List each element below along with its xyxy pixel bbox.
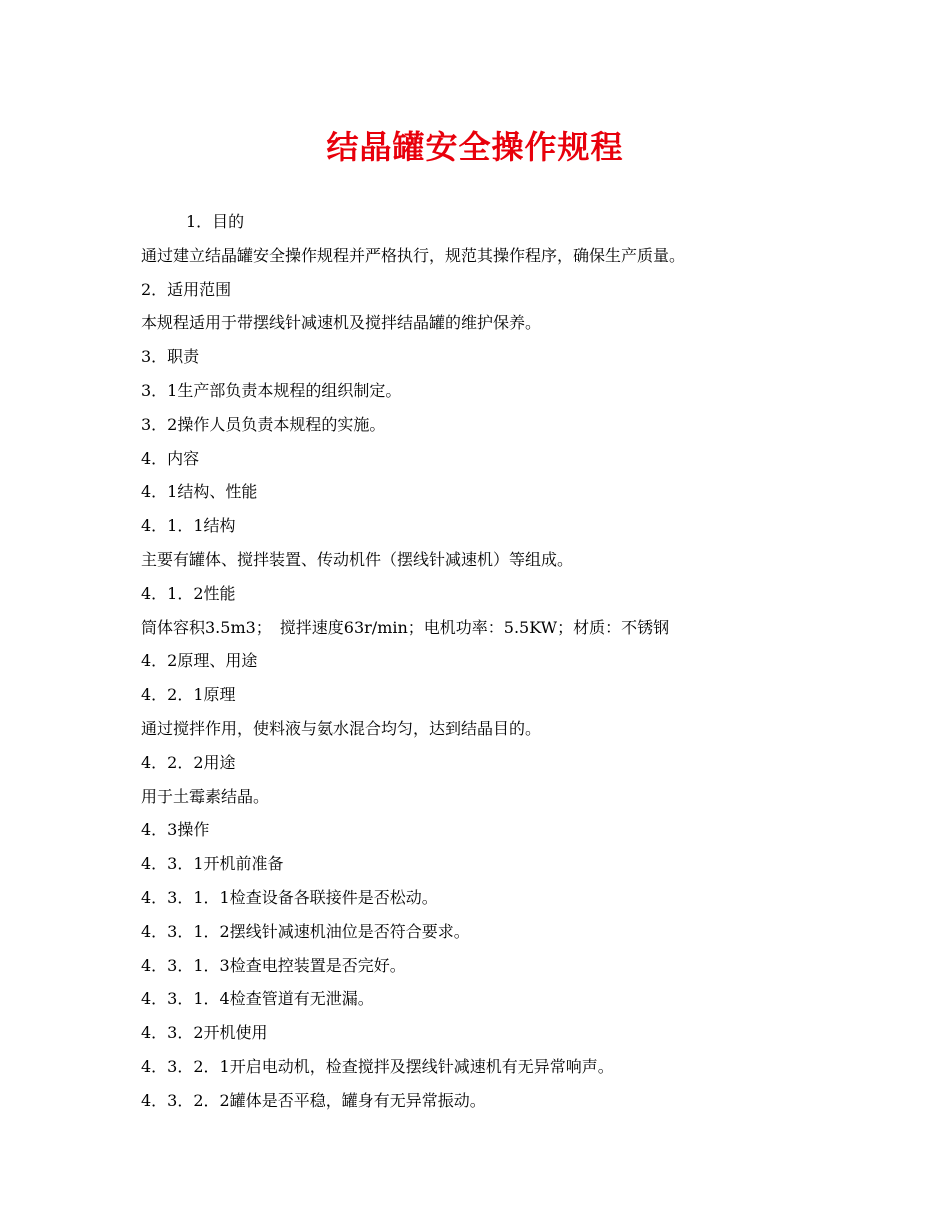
list-item: 4．3．1．2摆线针减速机油位是否符合要求。 (141, 921, 470, 941)
paragraph-line: 3．2操作人员负责本规程的实施。 (141, 414, 386, 434)
subsection-heading: 4．1结构、性能 (141, 482, 258, 502)
subsection-heading: 4．3操作 (141, 820, 210, 840)
list-item: 4．3．2．1开启电动机，检查搅拌及摆线针减速机有无异常响声。 (141, 1056, 614, 1076)
subsection-heading: 4．2．2用途 (141, 752, 236, 772)
section-heading-purpose: 1．目的 (186, 212, 245, 231)
section-heading-responsibility: 3．职责 (141, 347, 200, 367)
document-title: 结晶罐安全操作规程 (326, 128, 624, 166)
paragraph-line: 用于土霉素结晶。 (141, 786, 270, 806)
list-item: 4．3．1．1检查设备各联接件是否松动。 (141, 887, 438, 907)
paragraph-line: 筒体容积3.5m3； 搅拌速度63r/min；电机功率：5.5KW；材质：不锈钢 (141, 617, 670, 637)
paragraph-line: 本规程适用于带摆线针减速机及搅拌结晶罐的维护保养。 (141, 313, 542, 333)
paragraph-line: 通过建立结晶罐安全操作规程并严格执行，规范其操作程序，确保生产质量。 (141, 245, 686, 265)
section-heading-scope: 2．适用范围 (141, 279, 232, 299)
list-item: 4．3．1．4检查管道有无泄漏。 (141, 989, 374, 1009)
subsection-heading: 4．3．1开机前准备 (141, 854, 284, 874)
document-body (141, 205, 821, 1118)
subsection-heading: 4．2原理、用途 (141, 651, 258, 671)
subsection-heading: 4．1．2性能 (141, 583, 236, 603)
subsection-heading: 4．2．1原理 (141, 685, 236, 705)
paragraph-line: 3．1生产部负责本规程的组织制定。 (141, 380, 402, 400)
subsection-heading: 4．3．2开机使用 (141, 1023, 268, 1043)
paragraph-line: 主要有罐体、搅拌装置、传动机件（摆线针减速机）等组成。 (141, 549, 574, 569)
paragraph-line: 通过搅拌作用，使料液与氨水混合均匀，达到结晶目的。 (141, 718, 542, 738)
section-heading-content: 4．内容 (141, 448, 200, 468)
list-item: 4．3．2．2罐体是否平稳，罐身有无异常振动。 (141, 1090, 486, 1110)
subsection-heading: 4．1．1结构 (141, 516, 236, 536)
list-item: 4．3．1．3检查电控装置是否完好。 (141, 955, 406, 975)
